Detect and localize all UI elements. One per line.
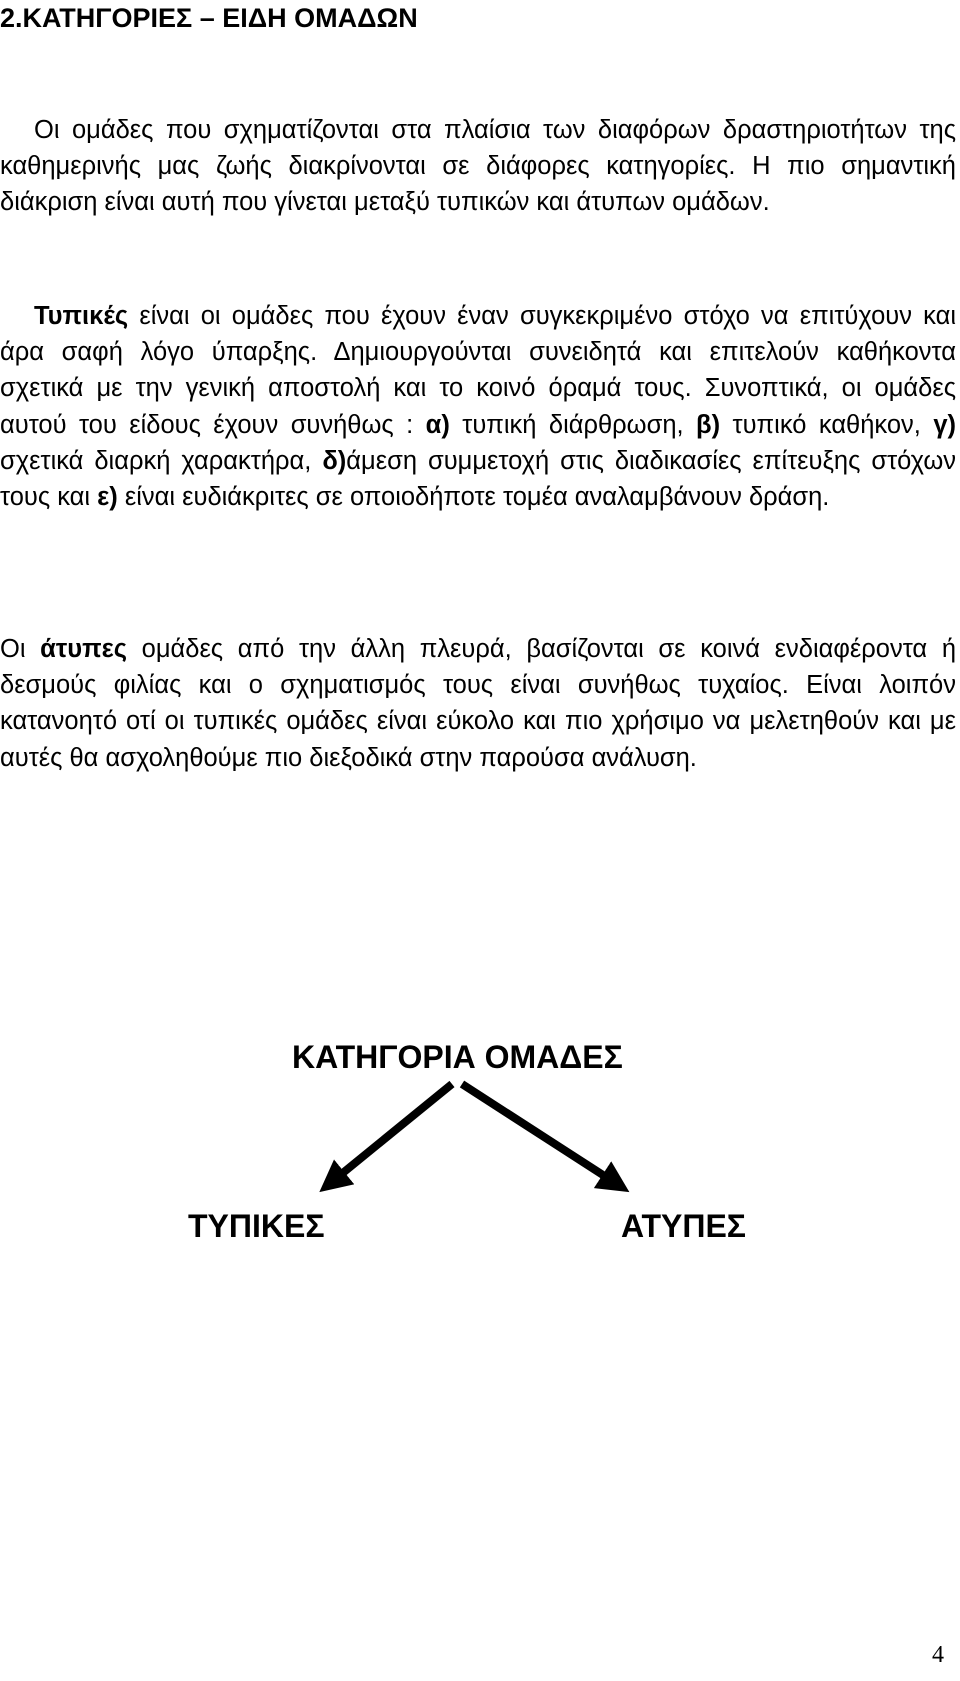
list-item-a-text: τυπική διάρθρωση, xyxy=(449,410,697,439)
list-item-e-text: είναι ευδιάκριτες σε οποιοδήποτε τομέα αναλαμβάνουν δράση. xyxy=(117,483,830,512)
page-number: 4 xyxy=(932,1642,944,1668)
arrow-to-formal xyxy=(328,1084,452,1185)
paragraph-intro xyxy=(0,112,956,221)
section-heading: 2.ΚΑΤΗΓΟΡΙΕΣ – ΕΙΔΗ ΟΜΑΔΩΝ xyxy=(0,3,418,33)
list-marker-c: γ) xyxy=(933,410,956,439)
paragraph-informal-text-end: ομάδες από την άλλη πλευρά, βασίζονται σε κοινά ενδιαφέροντα ή δεσμούς φιλίας και ο σχηματισμός τους είναι συνήθως τυχαίος. Είναι λοιπόν κατανοητό οτί οι τυπικές ομάδες είναι εύκολο και πιο χρήσιμο να μελετηθούν και με αυτές θα ασχοληθούμε πιο διεξοδικά στην παρούσα ανάλυση. xyxy=(0,635,956,772)
diagram-label-formal: ΤΥΠΙΚΕΣ xyxy=(188,1208,325,1244)
list-marker-b: β) xyxy=(696,410,721,439)
diagram-title: ΚΑΤΗΓΟΡΙΑ ΟΜΑΔΕΣ xyxy=(292,1039,623,1075)
list-item-b-text: τυπικό καθήκον, xyxy=(720,410,934,439)
list-item-d-text: άμεση συμμετοχή στις διαδικασίες επίτευξης στόχων τους και xyxy=(0,446,957,512)
list-marker-d: δ) xyxy=(322,446,347,475)
paragraph-informal-groups xyxy=(0,631,956,776)
list-marker-e: ε) xyxy=(97,483,118,512)
paragraph-formal-text: είναι οι ομάδες που έχουν έναν συγκεκριμένο στόχο να επιτύχουν και άρα σαφή λόγο ύπαρξης. Δημιουργούνται συνειδητά και επιτελούν καθήκοντα σχετικά με την γενική αποστολή και το κοινό όραμά τους. Συνοπτικά, οι ομάδες αυτού του είδους έχουν συνήθως : xyxy=(0,302,956,439)
term-informal: άτυπες xyxy=(40,635,127,663)
term-formal: Τυπικές xyxy=(34,302,129,330)
paragraph-informal-text-start: Οι xyxy=(0,635,41,663)
list-item-c-text: σχετικά διαρκή χαρακτήρα, xyxy=(0,446,323,475)
diagram-label-informal: ΑΤΥΠΕΣ xyxy=(621,1208,746,1244)
list-marker-a: α) xyxy=(425,410,450,439)
paragraph-intro-text: Οι ομάδες που σχηματίζονται στα πλαίσια των διαφόρων δραστηριοτήτων της καθημερινής μας ζωής διακρίνονται σε διάφορες κατηγορίες. Η πιο σημαντική διάκριση είναι αυτή που γίνεται μεταξύ τυπικών και άτυπων ομάδων. xyxy=(0,116,956,217)
arrow-to-informal xyxy=(462,1084,620,1186)
paragraph-formal-groups xyxy=(0,298,956,515)
